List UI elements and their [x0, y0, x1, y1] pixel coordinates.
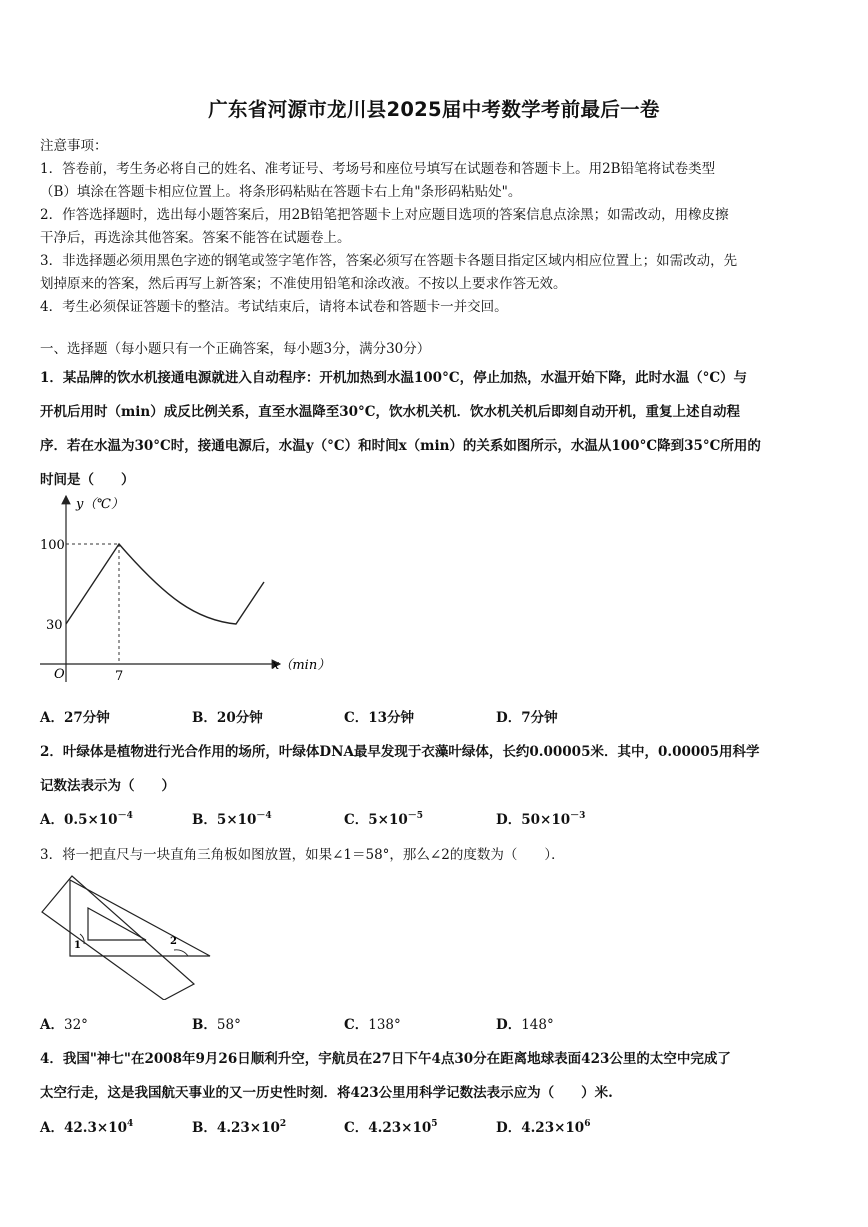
option-a[interactable]: A．$42.3\times 10^4$ [40, 1119, 134, 1136]
option-b[interactable]: B．58° [192, 1017, 241, 1033]
question-3-line: 3．将一把直尺与一块直角三角板如图放置，如果∠1＝58°，那么∠2的度数为（ ）． [40, 847, 565, 863]
question-1-line: 时间是（ ） [40, 472, 135, 488]
question-3-options [40, 1013, 840, 1033]
option-a[interactable]: A．27分钟 [40, 710, 110, 726]
x-tick-label: 7 [115, 669, 124, 684]
question-1-line: 1．某品牌的饮水机接通电源就进入自动程序：开机加热到水温100°C，停止加热，水温开始下降，此时水温（°C）与 [40, 370, 748, 386]
section-heading: 一、选择题（每小题只有一个正确答案，每小题3分，满分30分） [40, 341, 431, 357]
exam-title: 广东省河源市龙川县2025届中考数学考前最后一卷 [208, 98, 660, 121]
notice-line: 4．考生必须保证答题卡的整洁。考试结束后，请将本试卷和答题卡一并交回。 [40, 299, 508, 315]
y-tick-label: 30 [46, 618, 63, 633]
notice-heading: 注意事项： [40, 138, 108, 154]
option-b[interactable]: B．$4.23\times 10^2$ [192, 1119, 287, 1136]
y-tick-label: 100 [40, 538, 65, 553]
question-1-line: 开机后用时（min）成反比例关系，直至水温降至30°C，饮水机关机．饮水机关机后即刻自动开机，重复上述自动程 [40, 404, 741, 420]
question-4-options [40, 1116, 840, 1136]
option-d[interactable]: D．148° [496, 1017, 554, 1033]
option-b[interactable]: B．$5\times 10^{-4}$ [192, 811, 272, 828]
angle-1-label: 1 [74, 940, 81, 951]
option-d[interactable]: D．$4.23\times 10^6$ [496, 1119, 591, 1136]
notice-line: 2．作答选择题时，选出每小题答案后，用2B铅笔把答题卡上对应题目选项的答案信息点涂黑；如需改动，用橡皮擦 [40, 207, 729, 223]
x-axis-label: x（min） [272, 658, 331, 673]
option-b[interactable]: B．20分钟 [192, 710, 263, 726]
origin-label: O [54, 667, 65, 682]
option-c[interactable]: C．$4.23\times 10^5$ [344, 1119, 438, 1136]
set-square-outer [70, 880, 210, 956]
ruler-triangle-figure [40, 872, 220, 1000]
angle-2-arc [174, 950, 188, 956]
question-1-options [40, 706, 840, 726]
question-4-line: 太空行走，这是我国航天事业的又一历史性时刻．将423公里用科学记数法表示应为（ ）米. [40, 1085, 613, 1101]
question-4-line: 4．我国"神七"在2008年9月26日顺利升空，宇航员在27日下午4点30分在距离地球表面423公里的太空中完成了 [40, 1051, 731, 1067]
question-2-line: 2．叶绿体是植物进行光合作用的场所，叶绿体DNA最早发现于衣藻叶绿体，长约0.00005米．其中，0.00005用科学 [40, 744, 760, 760]
notice-line: （B）填涂在答题卡相应位置上。将条形码粘贴在答题卡右上角"条形码粘贴处"。 [40, 184, 522, 200]
option-c[interactable]: C．$5\times 10^{-5}$ [344, 811, 424, 828]
water-temperature-graph [36, 492, 336, 692]
option-d[interactable]: D．$50\times 10^{-3}$ [496, 811, 586, 828]
option-d[interactable]: D．7分钟 [496, 710, 558, 726]
notice-line: 1．答卷前，考生务必将自己的姓名、准考证号、考场号和座位号填写在试题卷和答题卡上。用2B铅笔将试卷类型 [40, 161, 716, 177]
notice-line: 干净后，再选涂其他答案。答案不能答在试题卷上。 [40, 230, 351, 246]
question-1-line: 序．若在水温为30°C时，接通电源后，水温y（°C）和时间x（min）的关系如图所示，水温从100°C降到35°C所用的 [40, 438, 761, 454]
notice-line: 3．非选择题必须用黑色字迹的钢笔或签字笔作答，答案必须写在答题卡各题目指定区域内相应位置上；如需改动，先 [40, 253, 738, 269]
question-2-line: 记数法表示为（ ） [40, 778, 175, 794]
temperature-curve [66, 544, 264, 624]
y-axis-label: y（℃） [76, 497, 124, 512]
option-c[interactable]: C．13分钟 [344, 710, 415, 726]
option-c[interactable]: C．138° [344, 1017, 401, 1033]
question-2-options [40, 808, 840, 828]
notice-line: 划掉原来的答案，然后再写上新答案；不准使用铅笔和涂改液。不按以上要求作答无效。 [40, 276, 567, 292]
set-square-inner [88, 908, 146, 940]
option-a[interactable]: A．32° [40, 1017, 88, 1033]
option-a[interactable]: A．$0.5\times 10^{-4}$ [40, 811, 133, 828]
angle-2-label: 2 [170, 936, 177, 947]
